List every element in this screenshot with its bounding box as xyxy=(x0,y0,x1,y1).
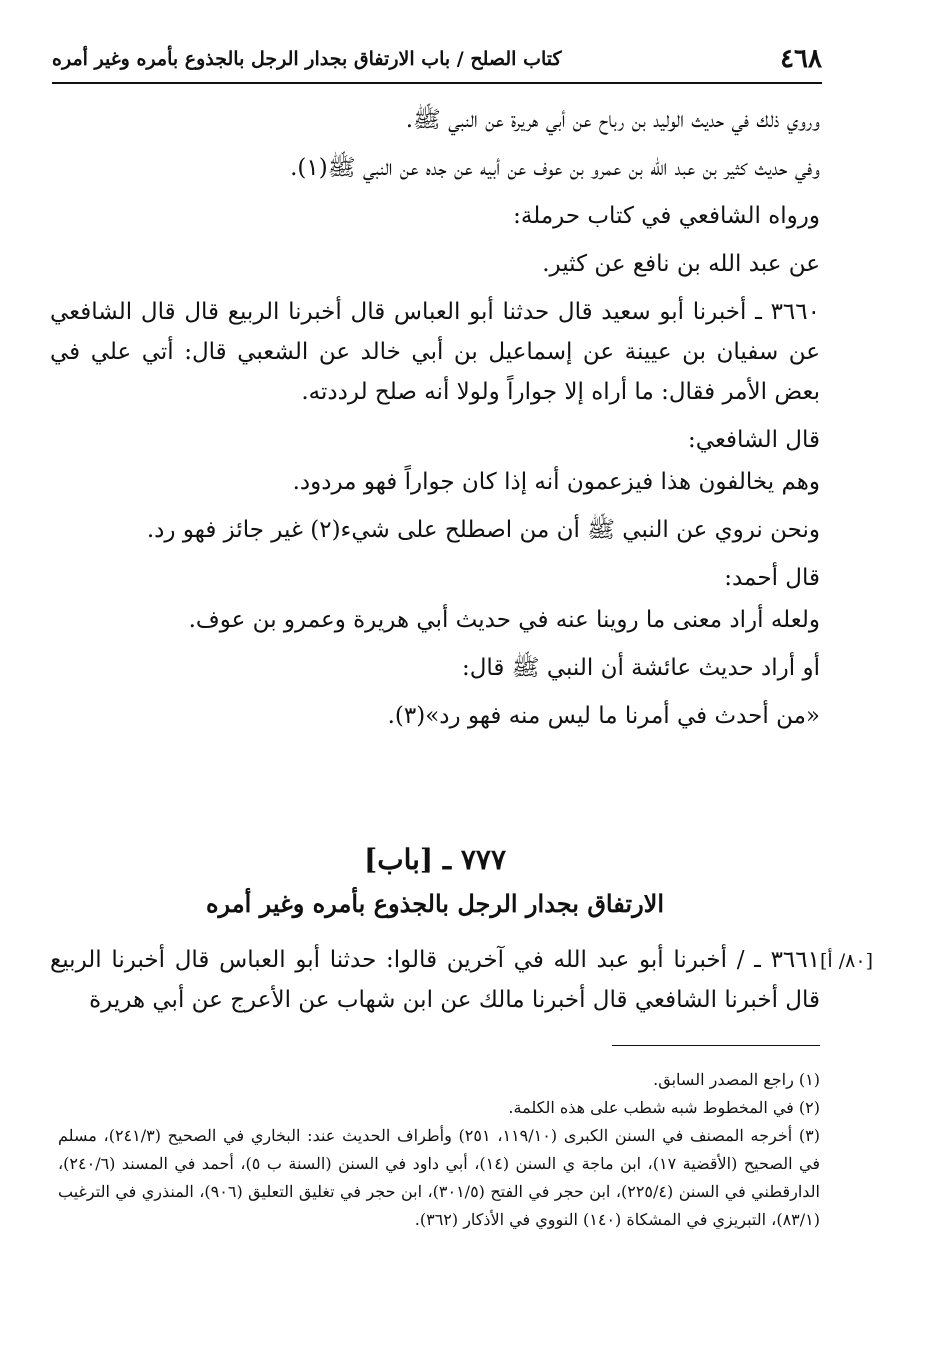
paragraph: عن عبد الله بن نافع عن كثير. xyxy=(542,251,820,277)
paragraph: «من أحدث في أمرنا ما ليس منه فهو رد»(٣). xyxy=(387,703,820,729)
hadith-3661: ٣٦٦١ ـ / أخبرنا أبو عبد الله في آخرين قالوا: حدثنا أبو العباس قال أخبرنا الربيع قال أخبرنا الشافعي قال أخبرنا مالك عن ابن شهاب عن الأعرج عن أبي هريرة xyxy=(50,947,820,1013)
running-header xyxy=(52,40,822,84)
paragraph: وهم يخالفون هذا فيزعمون أنه إذا كان جواراً فهو مردود. xyxy=(292,469,820,495)
header-rule xyxy=(52,82,822,84)
paragraph: وروي ذلك في حديث الوليد بن رباح عن أبي هريرة عن النبي ﷺ. xyxy=(405,107,820,133)
footnote: (١) راجع المصدر السابق. xyxy=(653,1070,820,1089)
running-title: كتاب الصلح / باب الارتفاق بجدار الرجل بالجذوع بأمره وغير أمره xyxy=(52,48,562,70)
paragraph: قال الشافعي: xyxy=(688,427,820,453)
main-text xyxy=(50,100,820,744)
hadith-3660: ٣٦٦٠ ـ أخبرنا أبو سعيد قال حدثنا أبو العباس قال أخبرنا الربيع قال قال الشافعي عن سفيان بن عيينة عن إسماعيل بن أبي خالد عن الشعبي قال: أتي علي في بعض الأمر فقال: ما أراه إلا جواراً ولولا أنه صلح لرددته. xyxy=(50,299,820,405)
main-text-continued xyxy=(50,940,820,1028)
chapter-heading xyxy=(50,838,820,926)
footnotes xyxy=(58,1066,820,1234)
footnote-separator xyxy=(612,1045,820,1046)
chapter-title: الارتفاق بجدار الرجل بالجذوع بأمره وغير أمره xyxy=(205,889,665,918)
paragraph: قال أحمد: xyxy=(724,565,820,591)
manuscript-folio-ref: [٨٠/ أ] xyxy=(820,950,873,972)
footnote: (٢) في المخطوط شبه شطب على هذه الكلمة. xyxy=(508,1098,820,1117)
paragraph: ونحن نروي عن النبي ﷺ أن من اصطلح على شيء(٢) غير جائز فهو رد. xyxy=(146,517,820,543)
page-number: ٤٦٨ xyxy=(780,44,822,74)
chapter-number: ٧٧٧ ـ [باب] xyxy=(363,843,506,876)
paragraph: ورواه الشافعي في كتاب حرملة: xyxy=(513,203,820,229)
paragraph: ولعله أراد معنى ما روينا عنه في حديث أبي هريرة وعمرو بن عوف. xyxy=(188,607,820,633)
paragraph: أو أراد حديث عائشة أن النبي ﷺ قال: xyxy=(461,655,820,681)
footnote: (٣) أخرجه المصنف في السنن الكبرى (١١٩/١٠، ٢٥١) وأطراف الحديث عند: البخاري في الصحيح (٢٤١/٣)، مسلم في الصحيح (الأقضية ١٧)، ابن ماجة ي السنن (١٤)، أبي داود في السنن (السنة ب ٥)، أحمد في المسند (٢٤٠/٦)، الدارقطني في السنن (٢٢٥/٤)، ابن حجر في الفتح (٣٠١/٥)، ابن حجر في تغليق التعليق (٩٠٦)، المنذري في الترغيب (٨٣/١)، التبريزي في المشكاة (١٤٠) النووي في الأذكار (٣٦٢). xyxy=(58,1126,821,1229)
paragraph: وفي حديث كثير بن عبد الله بن عمرو بن عوف عن أبيه عن جده عن النبي ﷺ(١). xyxy=(290,155,820,181)
